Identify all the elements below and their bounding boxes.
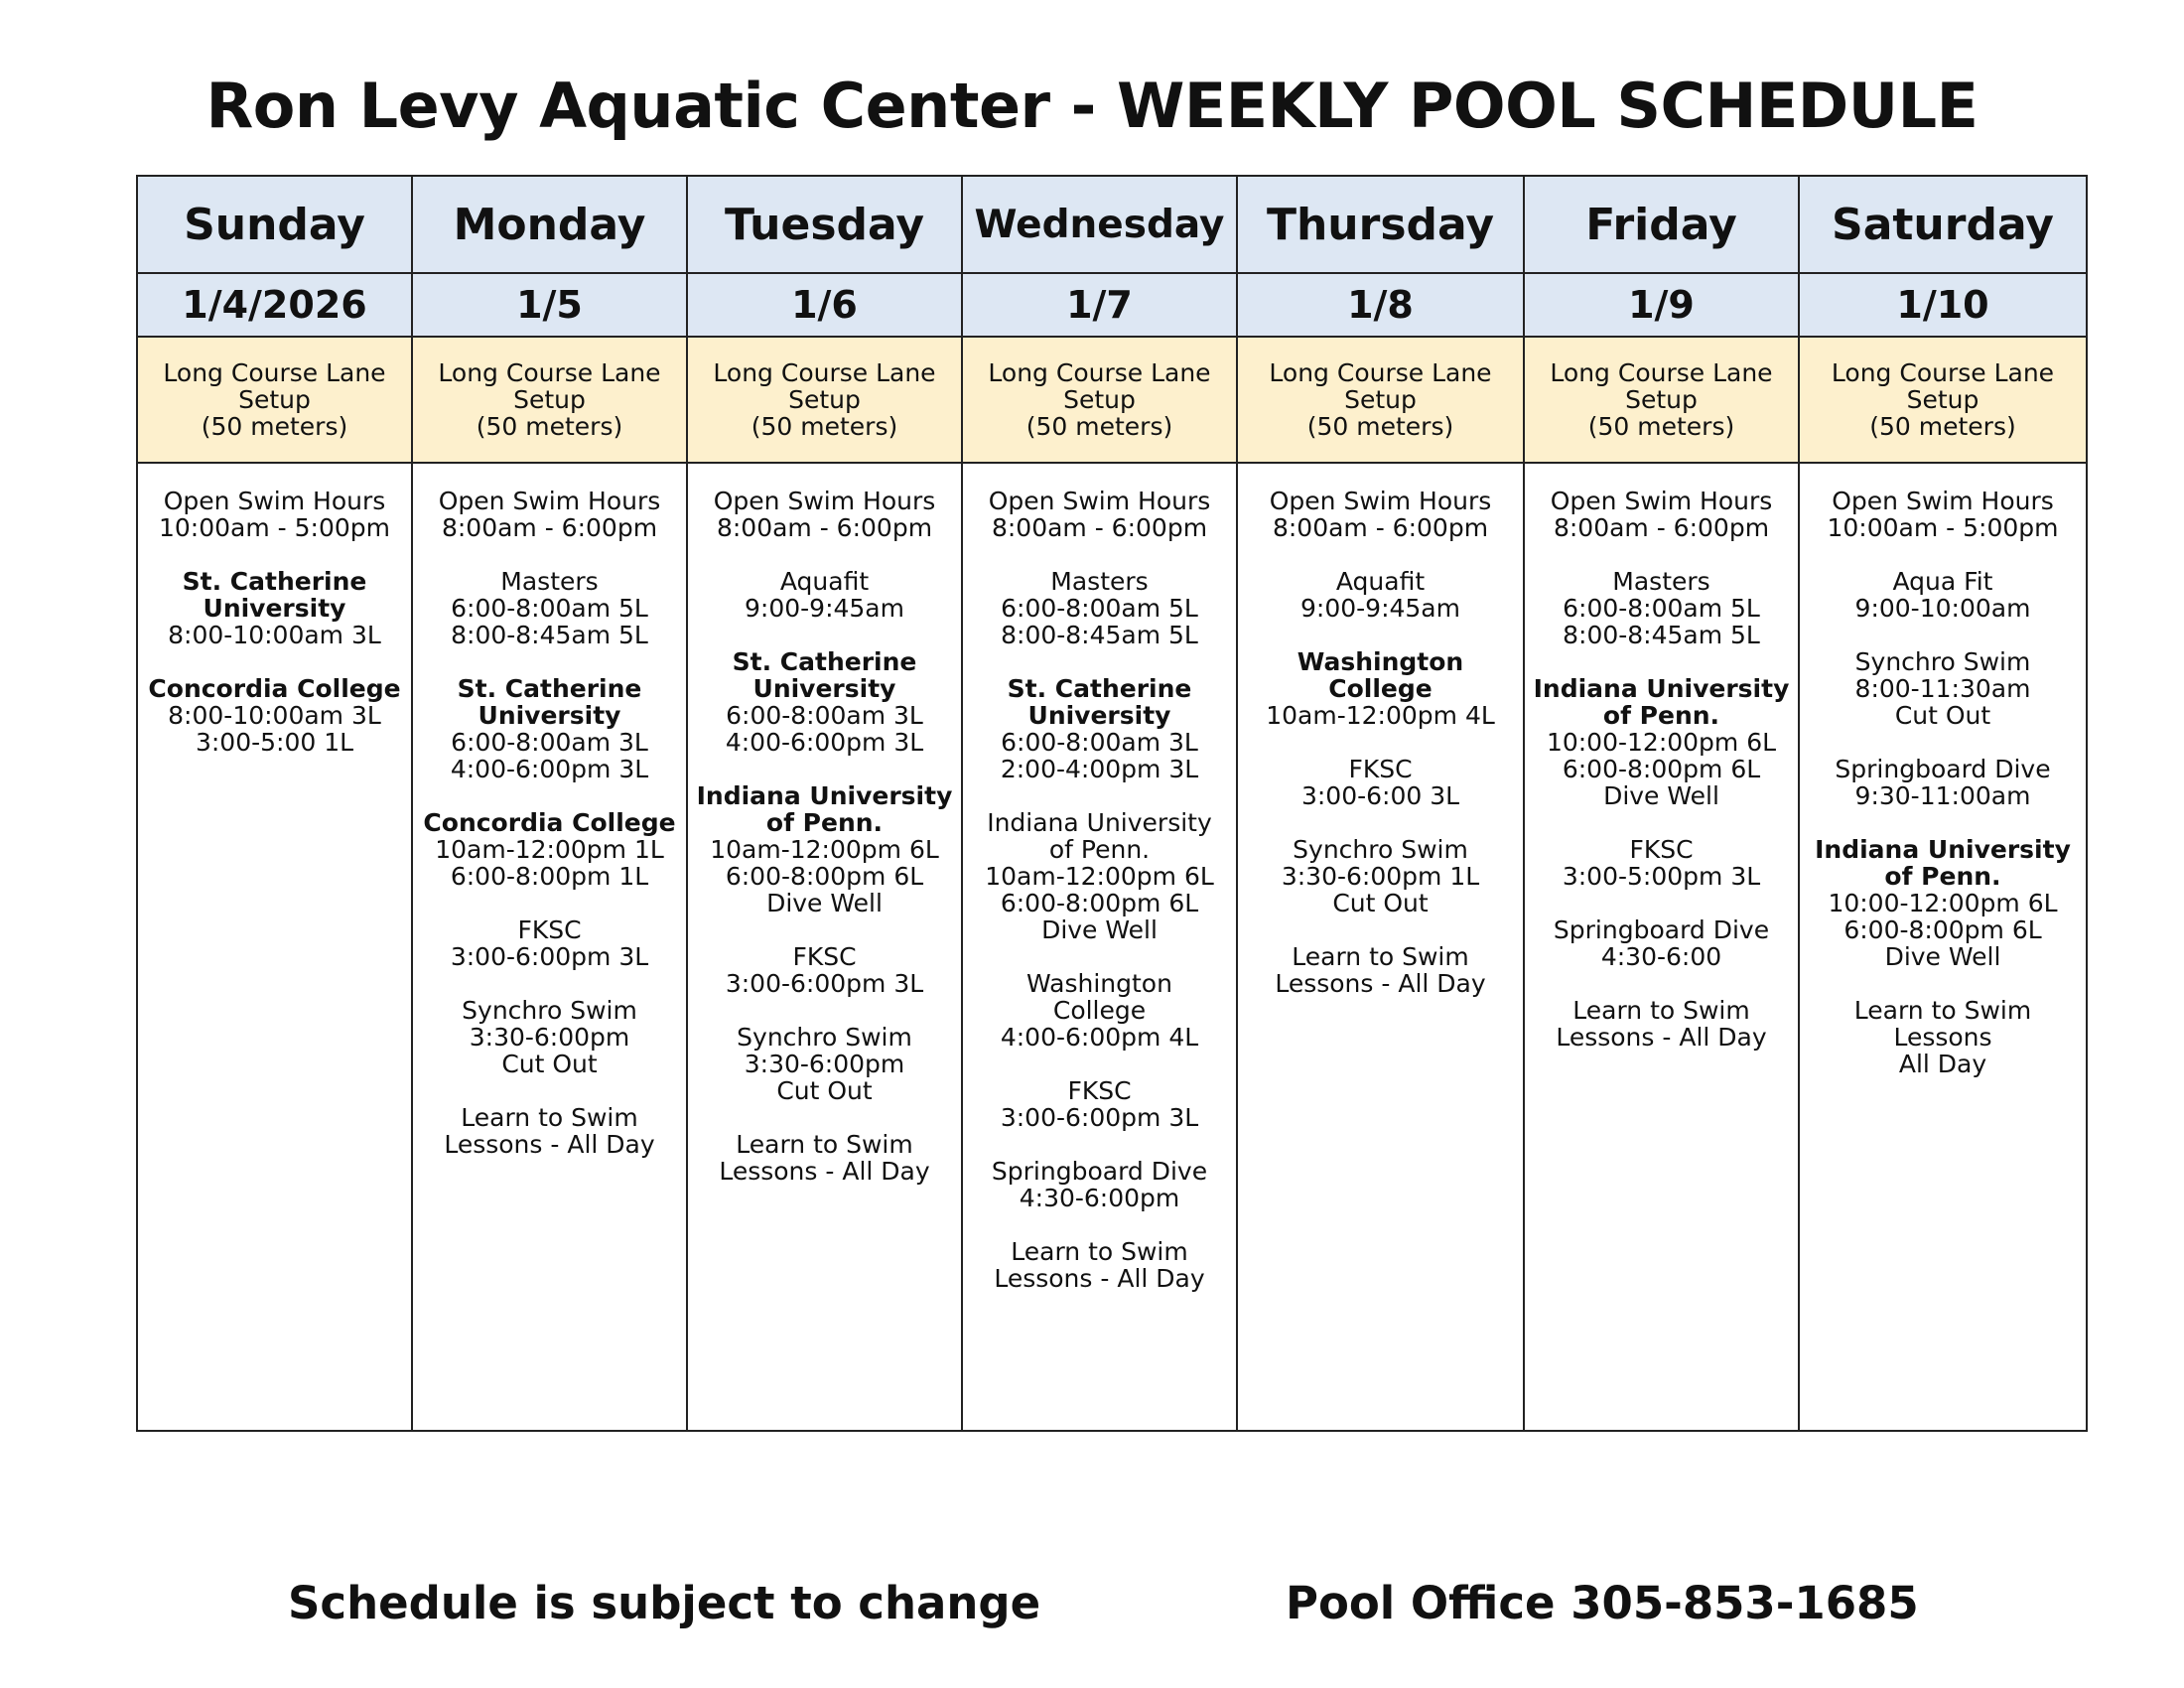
schedule-entry bbox=[688, 648, 961, 702]
schedule-entry-line: University bbox=[1027, 701, 1171, 730]
schedule-entry bbox=[963, 1077, 1236, 1131]
lane-setup-line: Setup bbox=[1906, 385, 1979, 414]
schedule-entry-line: 6:00-8:00pm 1L bbox=[450, 862, 649, 891]
schedule-entry-line: 6:00-8:00am 5L bbox=[451, 594, 648, 623]
schedule-entry bbox=[688, 836, 961, 916]
schedule-entry-line: 3:00-6:00pm 3L bbox=[1000, 1103, 1199, 1132]
day-header-monday: Monday bbox=[412, 176, 687, 273]
schedule-entry bbox=[1800, 756, 2086, 809]
schedule-entry bbox=[963, 729, 1236, 782]
schedule-entry-line: University bbox=[203, 594, 346, 623]
schedule-entry-line: of Penn. bbox=[1884, 862, 2001, 891]
date-saturday: 1/10 bbox=[1799, 273, 2087, 337]
schedule-entry-line: All Day bbox=[1898, 1050, 1987, 1078]
schedule-entry-line: 9:00-9:45am bbox=[1300, 594, 1460, 623]
schedule-entry bbox=[1525, 488, 1798, 541]
schedule-entry-line: 6:00-8:00am 5L bbox=[1563, 594, 1760, 623]
schedule-entry-line: Aquafit bbox=[1335, 567, 1426, 596]
lane-setup-saturday bbox=[1799, 337, 2087, 463]
schedule-entry-line: FKSC bbox=[1629, 835, 1694, 864]
schedule-entry-line: Concordia College bbox=[423, 808, 676, 837]
schedule-entry-line: Lessons - All Day bbox=[1556, 1023, 1767, 1052]
date-row bbox=[137, 273, 2087, 337]
schedule-entry-line: 3:00-5:00pm 3L bbox=[1562, 862, 1761, 891]
schedule-entry-line: 3:30-6:00pm 1L bbox=[1281, 862, 1480, 891]
schedule-entry bbox=[688, 1131, 961, 1185]
date-friday: 1/9 bbox=[1524, 273, 1799, 337]
schedule-entry bbox=[963, 1238, 1236, 1292]
schedule-entry bbox=[1238, 756, 1523, 809]
schedule-entry-line: Learn to Swim bbox=[1853, 996, 2032, 1025]
schedule-entry bbox=[1800, 568, 2086, 622]
schedule-entry-line: Washington bbox=[1026, 969, 1172, 998]
lane-setup-line: (50 meters) bbox=[1306, 412, 1454, 441]
schedule-cell-monday bbox=[412, 463, 687, 1431]
schedule-entry-line: Open Swim Hours bbox=[163, 487, 386, 515]
schedule-entry-line: 3:00-6:00pm 3L bbox=[725, 969, 924, 998]
schedule-entry-line: Learn to Swim bbox=[736, 1130, 913, 1159]
schedule-entry-line: Learn to Swim bbox=[1011, 1237, 1188, 1266]
schedule-entry-line: 6:00-8:00pm 6L bbox=[1843, 915, 2042, 944]
schedule-entry bbox=[1800, 890, 2086, 970]
schedule-entry-line: 6:00-8:00am 3L bbox=[451, 728, 648, 757]
schedule-cell-wednesday bbox=[962, 463, 1237, 1431]
date-wednesday: 1/7 bbox=[962, 273, 1237, 337]
schedule-entry-line: Masters bbox=[1050, 567, 1149, 596]
day-header-tuesday: Tuesday bbox=[687, 176, 962, 273]
schedule-entry-line: Indiana University bbox=[1533, 674, 1790, 703]
schedule-cell-saturday bbox=[1799, 463, 2087, 1431]
schedule-entry bbox=[413, 488, 686, 541]
schedule-entry bbox=[138, 675, 411, 702]
schedule-entry-line: 8:00am - 6:00pm bbox=[1272, 513, 1489, 542]
lane-setup-thursday bbox=[1237, 337, 1524, 463]
lane-setup-line: Long Course Lane bbox=[438, 358, 661, 387]
schedule-entry-line: Open Swim Hours bbox=[988, 487, 1211, 515]
schedule-entry-line: 9:30-11:00am bbox=[1854, 781, 2031, 810]
schedule-entry-line: 9:00-9:45am bbox=[745, 594, 904, 623]
day-header-thursday: Thursday bbox=[1237, 176, 1524, 273]
schedule-entry bbox=[413, 568, 686, 648]
schedule-entry-line: 10:00-12:00pm 6L bbox=[1828, 889, 2058, 917]
lane-setup-line: Setup bbox=[1344, 385, 1417, 414]
schedule-entry-line: University bbox=[752, 674, 896, 703]
schedule-entry bbox=[1525, 836, 1798, 890]
schedule-entry-line: Dive Well bbox=[1603, 781, 1719, 810]
schedule-entry bbox=[1800, 997, 2086, 1077]
schedule-entry-line: 10am-12:00pm 6L bbox=[710, 835, 939, 864]
schedule-entry bbox=[963, 568, 1236, 648]
schedule-entry-line: Dive Well bbox=[1884, 942, 2001, 971]
date-tuesday: 1/6 bbox=[687, 273, 962, 337]
schedule-entry bbox=[688, 568, 961, 622]
lane-setup-tuesday bbox=[687, 337, 962, 463]
schedule-entry-line: Lessons bbox=[1893, 1023, 1992, 1052]
lane-setup-line: Setup bbox=[788, 385, 861, 414]
lane-setup-line: Setup bbox=[513, 385, 586, 414]
schedule-entry bbox=[413, 916, 686, 970]
schedule-entry-line: University bbox=[478, 701, 621, 730]
schedule-entry-line: Open Swim Hours bbox=[1269, 487, 1492, 515]
schedule-entry-line: 6:00-8:00pm 6L bbox=[1562, 755, 1761, 783]
schedule-entry bbox=[1238, 702, 1523, 729]
schedule-entry-line: 2:00-4:00pm 3L bbox=[1000, 755, 1199, 783]
schedule-entry bbox=[1238, 648, 1523, 702]
schedule-entry bbox=[413, 1104, 686, 1158]
schedule-entry-line: Learn to Swim bbox=[461, 1103, 638, 1132]
schedule-entry-line: Lessons - All Day bbox=[719, 1157, 930, 1186]
schedule-entry-line: Springboard Dive bbox=[991, 1157, 1208, 1186]
lane-setup-line: (50 meters) bbox=[1869, 412, 2016, 441]
schedule-entry bbox=[1238, 568, 1523, 622]
day-header-row bbox=[137, 176, 2087, 273]
schedule-entry-line: 6:00-8:00am 5L bbox=[1001, 594, 1198, 623]
date-monday: 1/5 bbox=[412, 273, 687, 337]
schedule-entry-line: 10:00am - 5:00pm bbox=[159, 513, 390, 542]
schedule-entry bbox=[413, 836, 686, 890]
schedule-entry-line: Springboard Dive bbox=[1553, 915, 1770, 944]
schedule-entry-line: 3:00-6:00pm 3L bbox=[450, 942, 649, 971]
lane-setup-line: Setup bbox=[238, 385, 311, 414]
schedule-entry-line: FKSC bbox=[1348, 755, 1413, 783]
schedule-entry-line: 8:00-8:45am 5L bbox=[451, 621, 648, 649]
schedule-entry bbox=[413, 675, 686, 729]
schedule-entry-line: Cut Out bbox=[1894, 701, 1991, 730]
schedule-entry bbox=[963, 675, 1236, 729]
schedule-entry-line: St. Catherine bbox=[1007, 674, 1192, 703]
schedule-entry-line: Lessons - All Day bbox=[1275, 969, 1486, 998]
schedule-entry bbox=[688, 488, 961, 541]
schedule-entry bbox=[413, 729, 686, 782]
schedule-entry bbox=[688, 702, 961, 756]
schedule-entry-line: 8:00-8:45am 5L bbox=[1001, 621, 1198, 649]
schedule-entry-line: Lessons - All Day bbox=[444, 1130, 655, 1159]
schedule-entry-line: 10:00am - 5:00pm bbox=[1827, 513, 2059, 542]
schedule-entry-line: Synchro Swim bbox=[462, 996, 637, 1025]
schedule-entry-line: Masters bbox=[500, 567, 599, 596]
schedule-entry-line: Open Swim Hours bbox=[438, 487, 661, 515]
schedule-body-row bbox=[137, 463, 2087, 1431]
schedule-entry-line: St. Catherine bbox=[457, 674, 642, 703]
schedule-entry-line: 4:30-6:00 bbox=[1600, 942, 1722, 971]
schedule-entry-line: 6:00-8:00am 3L bbox=[726, 701, 923, 730]
schedule-cell-tuesday bbox=[687, 463, 962, 1431]
schedule-entry-line: 10am-12:00pm 1L bbox=[435, 835, 664, 864]
schedule-entry-line: 3:00-5:00 1L bbox=[195, 728, 354, 757]
schedule-cell-friday bbox=[1524, 463, 1799, 1431]
lane-setup-line: (50 meters) bbox=[476, 412, 623, 441]
schedule-entry-line: Synchro Swim bbox=[737, 1023, 912, 1052]
schedule-entry bbox=[1800, 836, 2086, 890]
schedule-entry-line: Masters bbox=[1612, 567, 1710, 596]
schedule-entry bbox=[1525, 729, 1798, 809]
schedule-entry-line: Lessons - All Day bbox=[994, 1264, 1205, 1293]
schedule-entry-line: College bbox=[1328, 674, 1433, 703]
schedule-entry bbox=[1525, 568, 1798, 648]
lane-setup-line: (50 meters) bbox=[1587, 412, 1735, 441]
lane-setup-friday bbox=[1524, 337, 1799, 463]
schedule-entry-line: 4:30-6:00pm bbox=[1019, 1184, 1180, 1212]
lane-setup-line: (50 meters) bbox=[751, 412, 898, 441]
schedule-entry-line: Learn to Swim bbox=[1292, 942, 1469, 971]
schedule-entry bbox=[1238, 836, 1523, 916]
schedule-entry-line: College bbox=[1052, 996, 1147, 1025]
schedule-entry bbox=[1800, 488, 2086, 541]
schedule-cell-thursday bbox=[1237, 463, 1524, 1431]
schedule-entry bbox=[963, 1158, 1236, 1211]
schedule-entry bbox=[1800, 648, 2086, 729]
lane-setup-line: (50 meters) bbox=[201, 412, 348, 441]
schedule-entry bbox=[688, 1024, 961, 1104]
day-header-wednesday: Wednesday bbox=[962, 176, 1237, 273]
lane-setup-monday bbox=[412, 337, 687, 463]
lane-setup-line: (50 meters) bbox=[1025, 412, 1173, 441]
schedule-entry-line: Synchro Swim bbox=[1854, 647, 2031, 676]
schedule-entry-line: Open Swim Hours bbox=[1832, 487, 2054, 515]
schedule-entry-line: 8:00am - 6:00pm bbox=[441, 513, 658, 542]
schedule-entry-line: 4:00-6:00pm 3L bbox=[450, 755, 649, 783]
schedule-entry bbox=[1238, 943, 1523, 997]
schedule-entry bbox=[413, 809, 686, 836]
schedule-entry-line: FKSC bbox=[1067, 1076, 1132, 1105]
schedule-entry-line: 8:00-8:45am 5L bbox=[1563, 621, 1760, 649]
schedule-entry-line: 4:00-6:00pm 3L bbox=[725, 728, 924, 757]
schedule-entry-line: Springboard Dive bbox=[1835, 755, 2051, 783]
schedule-entry-line: 8:00-10:00am 3L bbox=[168, 701, 381, 730]
schedule-entry-line: 6:00-8:00am 3L bbox=[1001, 728, 1198, 757]
schedule-entry-line: Washington bbox=[1297, 647, 1464, 676]
date-sunday: 1/4/2026 bbox=[137, 273, 412, 337]
schedule-entry-line: Aqua Fit bbox=[1892, 567, 1993, 596]
schedule-entry bbox=[688, 943, 961, 997]
schedule-entry bbox=[413, 997, 686, 1077]
schedule-entry-line: 3:30-6:00pm bbox=[744, 1050, 905, 1078]
schedule-entry-line: Indiana University bbox=[696, 781, 953, 810]
schedule-entry-line: Open Swim Hours bbox=[713, 487, 936, 515]
schedule-entry-line: FKSC bbox=[792, 942, 857, 971]
schedule-entry-line: 8:00am - 6:00pm bbox=[716, 513, 933, 542]
day-header-sunday: Sunday bbox=[137, 176, 412, 273]
schedule-entry bbox=[963, 809, 1236, 943]
page-title: Ron Levy Aquatic Center - WEEKLY POOL SCHEDULE bbox=[205, 70, 1979, 142]
schedule-entry-line: 3:30-6:00pm bbox=[469, 1023, 630, 1052]
lane-setup-line: Setup bbox=[1625, 385, 1698, 414]
schedule-entry-line: Dive Well bbox=[766, 889, 883, 917]
schedule-entry bbox=[1525, 916, 1798, 970]
schedule-entry-line: 10:00-12:00pm 6L bbox=[1546, 728, 1777, 757]
schedule-entry-line: Aquafit bbox=[779, 567, 870, 596]
schedule-entry-line: 8:00am - 6:00pm bbox=[991, 513, 1208, 542]
lane-setup-line: Long Course Lane bbox=[163, 358, 386, 387]
schedule-entry-line: 8:00-10:00am 3L bbox=[168, 621, 381, 649]
schedule-entry-line: Dive Well bbox=[1041, 915, 1158, 944]
schedule-entry-line: 9:00-10:00am bbox=[1854, 594, 2031, 623]
date-thursday: 1/8 bbox=[1237, 273, 1524, 337]
schedule-entry bbox=[138, 568, 411, 622]
pool-office-phone: Pool Office 305-853-1685 bbox=[1286, 1577, 1919, 1629]
schedule-entry-line: Concordia College bbox=[148, 674, 401, 703]
schedule-entry-line: Cut Out bbox=[776, 1076, 873, 1105]
lane-setup-line: Long Course Lane bbox=[1269, 358, 1492, 387]
day-header-friday: Friday bbox=[1524, 176, 1799, 273]
schedule-entry-line: 6:00-8:00pm 6L bbox=[725, 862, 924, 891]
lane-setup-row bbox=[137, 337, 2087, 463]
day-header-saturday: Saturday bbox=[1799, 176, 2087, 273]
schedule-entry-line: FKSC bbox=[517, 915, 582, 944]
schedule-entry bbox=[138, 702, 411, 756]
lane-setup-sunday bbox=[137, 337, 412, 463]
lane-setup-line: Long Course Lane bbox=[1831, 358, 2055, 387]
schedule-entry bbox=[963, 970, 1236, 1051]
schedule-cell-sunday bbox=[137, 463, 412, 1431]
lane-setup-line: Long Course Lane bbox=[988, 358, 1211, 387]
lane-setup-line: Setup bbox=[1063, 385, 1136, 414]
schedule-entry-line: Open Swim Hours bbox=[1550, 487, 1773, 515]
schedule-entry-line: of Penn. bbox=[1048, 835, 1151, 864]
schedule-entry bbox=[963, 488, 1236, 541]
schedule-entry bbox=[138, 622, 411, 648]
schedule-entry-line: 10am-12:00pm 4L bbox=[1266, 701, 1495, 730]
schedule-entry-line: Indiana University bbox=[1815, 835, 2071, 864]
schedule-entry-line: of Penn. bbox=[765, 808, 884, 837]
lane-setup-wednesday bbox=[962, 337, 1237, 463]
lane-setup-line: Long Course Lane bbox=[1550, 358, 1773, 387]
schedule-disclaimer: Schedule is subject to change bbox=[288, 1577, 1041, 1629]
schedule-entry-line: 6:00-8:00pm 6L bbox=[1000, 889, 1199, 917]
schedule-entry-line: Indiana University bbox=[987, 808, 1212, 837]
schedule-entry-line: St. Catherine bbox=[182, 567, 367, 596]
schedule-entry-line: 8:00-11:30am bbox=[1854, 674, 2031, 703]
schedule-entry-line: Synchro Swim bbox=[1293, 835, 1468, 864]
schedule-entry bbox=[1525, 675, 1798, 729]
schedule-entry-line: Learn to Swim bbox=[1572, 996, 1750, 1025]
schedule-entry-line: Cut Out bbox=[1332, 889, 1429, 917]
schedule-entry bbox=[688, 782, 961, 836]
schedule-entry-line: 8:00am - 6:00pm bbox=[1553, 513, 1770, 542]
schedule-entry-line: Cut Out bbox=[501, 1050, 598, 1078]
schedule-entry-line: 4:00-6:00pm 4L bbox=[1000, 1023, 1199, 1052]
lane-setup-line: Long Course Lane bbox=[713, 358, 936, 387]
schedule-entry bbox=[138, 488, 411, 541]
schedule-table bbox=[136, 175, 2088, 1432]
schedule-entry-line: 3:00-6:00 3L bbox=[1300, 781, 1460, 810]
schedule-entry bbox=[1238, 488, 1523, 541]
schedule-entry-line: of Penn. bbox=[1602, 701, 1720, 730]
schedule-entry-line: St. Catherine bbox=[732, 647, 917, 676]
schedule-entry bbox=[1525, 997, 1798, 1051]
schedule-entry-line: 10am-12:00pm 6L bbox=[985, 862, 1214, 891]
